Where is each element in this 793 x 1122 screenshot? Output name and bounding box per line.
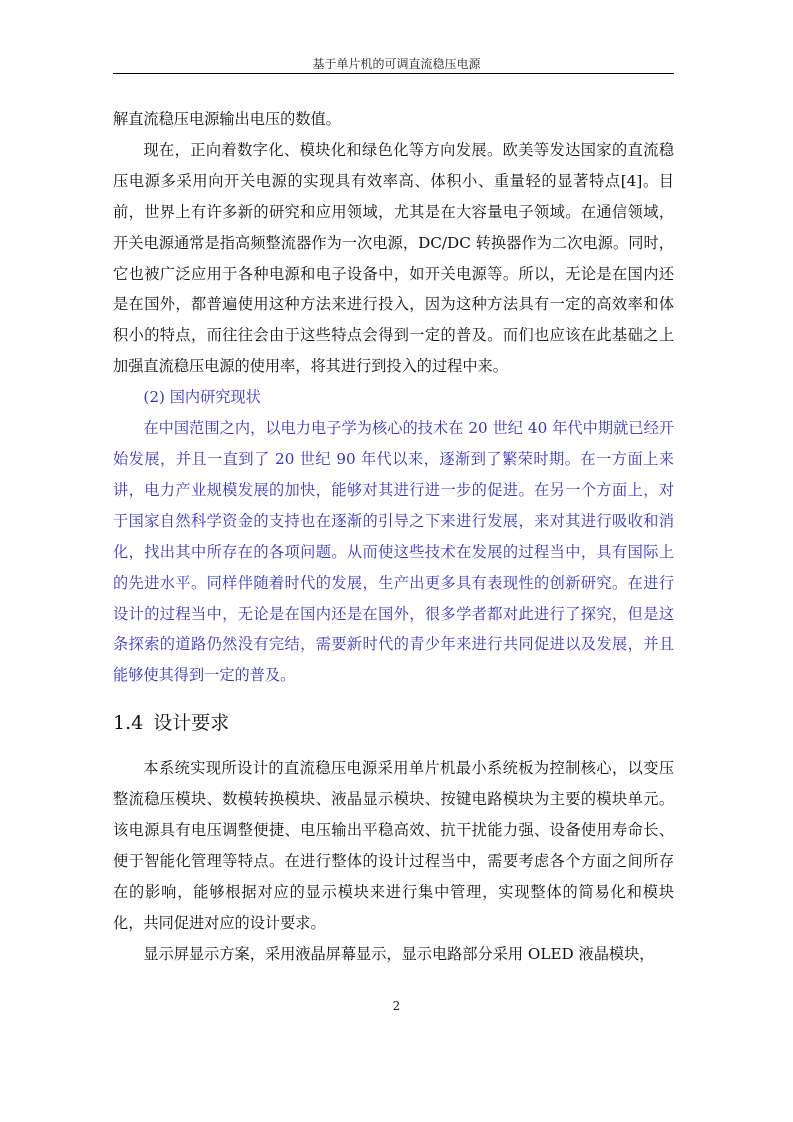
header-divider xyxy=(113,73,674,74)
section-title: 设计要求 xyxy=(153,712,230,735)
running-header: 基于单片机的可调直流稳压电源 xyxy=(312,57,481,71)
paragraph-domestic-research: 在中国范围之内，以电力电子学为核心的技术在 20 世纪 40 年代中期就已经开始发展，并且一直到了 20 世纪 90 年代以来，逐渐到了繁荣时期。在一方面上来讲，电力产业规模发展的加快，能够对其进行进一步的促进。在另一个方面上，对于国家自然科学资金的支持也在逐渐的引导之下来进行发展，来对其进行吸收和消化，找出其中所存在的各项问题。从而使这些技术在发展的过程当中，具有国际上的先进水平。同样伴随着时代的发展，生产出更多具有表现性的创新研究。在进行设计的过程当中，无论是在国内还是在国外，很多学者都对此进行了探究，但是这条探索的道路仍然没有完结，需要新时代的青少年来进行共同促进以及发展，并且能够使其得到一定的普及。 xyxy=(113,419,674,685)
page-body xyxy=(113,104,674,970)
subheading-domestic-research: (2) 国内研究现状 xyxy=(143,388,261,407)
section-heading xyxy=(113,703,674,743)
page-number: 2 xyxy=(392,999,401,1013)
section-number: 1.4 xyxy=(113,712,144,735)
paragraph-continuation: 解直流稳压电源输出电压的数值。 xyxy=(113,110,341,128)
paragraph-design-requirements: 本系统实现所设计的直流稳压电源采用单片机最小系统板为控制核心，以变压整流稳压模块、数模转换模块、液晶显示模块、按键电路模块为主要的模块单元。该电源具有电压调整便捷、电压输出平稳高效、抗干扰能力强、设备使用寿命长、便于智能化管理等特点。在进行整体的设计过程当中，需要考虑各个方面之间所存在的影响，能够根据对应的显示模块来进行集中管理，实现整体的简易化和模块化，共同促进对应的设计要求。 xyxy=(113,759,674,932)
paragraph-display-scheme: 显示屏显示方案，采用液晶屏幕显示，显示电路部分采用 OLED 液晶模块， xyxy=(143,944,655,963)
paragraph-development-trend: 现在，正向着数字化、模块化和绿色化等方向发展。欧美等发达国家的直流稳压电源多采用向开关电源的实现具有效率高、体积小、重量轻的显著特点[4]。目前，世界上有许多新的研究和应用领域，尤其是在大容量电子领域。在通信领域，开关电源通常是指高频整流器作为一次电源，DC/DC 转换器作为二次电源。同时，它也被广泛应用于各种电源和电子设备中，如开关电源等。所以，无论是在国内还是在国外，都普遍使用这种方法来进行投入，因为这种方法具有一定的高效率和体积小的特点，而往往会由于这些特点会得到一定的普及。而们也应该在此基础之上加强直流稳压电源的使用率，将其进行到投入的过程中来。 xyxy=(113,140,674,376)
